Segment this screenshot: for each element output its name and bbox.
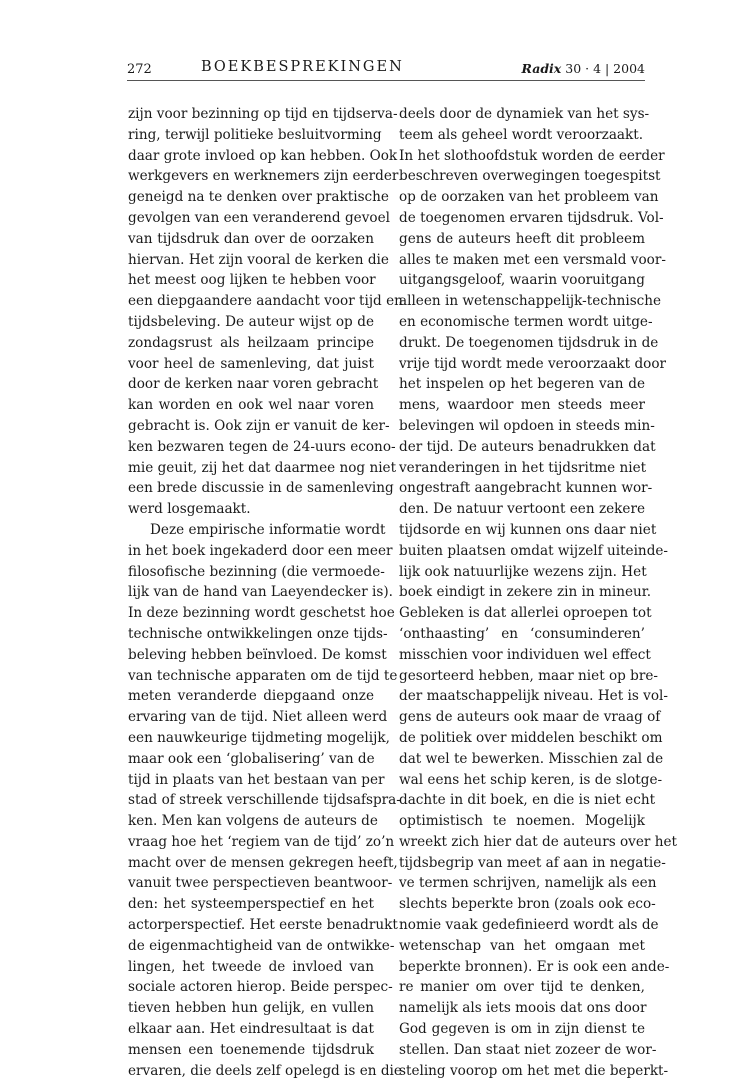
journal-issue: 30 · 4 | 2004 — [561, 61, 645, 76]
text-line: in het boek ingekaderd door een meer — [128, 542, 393, 559]
text-line: Deze empirische informatie wordt — [150, 521, 386, 538]
text-line: zijn voor bezinning op tijd en tijdserva- — [128, 106, 398, 122]
text-line: vrije tijd wordt mede veroorzaakt door — [399, 355, 667, 372]
text-line: nomie vaak gedefinieerd wordt als de — [399, 917, 659, 934]
section-title: BOEKBESPREKINGEN — [201, 59, 404, 75]
journal-name: Radix — [521, 61, 562, 76]
text-line: zondagsrust als heilzaam principe — [128, 334, 374, 351]
text-line: veranderingen in het tijdsritme niet — [399, 459, 647, 476]
text-line: tijdsbegrip van meet af aan in negatie- — [399, 854, 666, 871]
text-line: beleving hebben beïnvloed. De komst — [128, 646, 387, 663]
text-line: de politiek over middelen beschikt om — [399, 729, 663, 746]
text-line: gens de auteurs heeft dit probleem — [399, 230, 645, 247]
text-line: In het slothoofdstuk worden de eerder — [399, 147, 665, 164]
text-line: misschien voor individuen wel effect — [399, 646, 651, 663]
text-line: het meest oog lijken te hebben voor — [128, 272, 376, 289]
text-line: werkgevers en werknemers zijn eerder — [128, 168, 399, 185]
text-line: macht over de mensen gekregen heeft, — [128, 854, 398, 871]
text-line: wal eens het schip keren, is de slotge- — [399, 771, 663, 788]
text-line: meten veranderde diepgaand onze — [128, 688, 374, 705]
text-line: der tijd. De auteurs benadrukken dat — [399, 438, 656, 455]
text-line: beperkte bronnen). Er is ook een ande- — [399, 958, 670, 975]
text-line: geneigd na te denken over praktische — [128, 189, 389, 206]
text-line: een brede discussie in de samenleving — [128, 480, 394, 497]
text-line: maar ook een ‘globalisering’ van de — [128, 750, 375, 767]
text-line: den. De natuur vertoont een zekere — [399, 501, 645, 518]
text-line: van technische apparaten om de tijd te — [128, 667, 398, 684]
text-line: den: het systeemperspectief en het — [128, 896, 374, 913]
text-line: daar grote invloed op kan hebben. Ook — [128, 147, 398, 164]
text-line: God gegeven is om in zijn dienst te — [399, 1021, 645, 1038]
text-line: tijdsorde en wij kunnen ons daar niet — [399, 521, 657, 538]
text-line: uitgangsgeloof, waarin vooruitgang — [399, 272, 645, 289]
text-line: ervaring van de tijd. Niet alleen werd — [128, 709, 388, 726]
text-line: gebracht is. Ook zijn er vanuit de ker- — [128, 417, 390, 434]
right-text-column — [399, 104, 677, 1081]
text-line: alleen in wetenschappelijk-technische — [399, 293, 662, 310]
text-line: In deze bezinning wordt geschetst hoe — [128, 605, 395, 622]
text-line: optimistisch te noemen. Mogelijk — [399, 813, 645, 830]
text-line: vanuit twee perspectieven beantwoor- — [128, 875, 393, 892]
text-line: namelijk als iets moois dat ons door — [399, 1000, 647, 1017]
text-line: ring, terwijl politieke besluitvorming — [128, 126, 382, 143]
text-line: drukt. De toegenomen tijdsdruk in de — [399, 334, 659, 351]
text-line: technische ontwikkelingen onze tijds- — [128, 625, 388, 642]
text-line: gevolgen van een veranderend gevoel — [128, 209, 390, 226]
text-line: tijdsbeleving. De auteur wijst op de — [128, 313, 374, 330]
text-line: stad of streek verschillende tijdsafspra- — [128, 792, 401, 809]
text-line: buiten plaatsen omdat wijzelf uiteinde- — [399, 542, 669, 559]
text-line: dat wel te bewerken. Misschien zal de — [399, 750, 664, 767]
text-line: het inspelen op het begeren van de — [399, 376, 645, 393]
text-line: door de kerken naar voren gebracht — [128, 376, 379, 393]
text-line: mie geuit, zij het dat daarmee nog niet — [128, 459, 397, 476]
text-line: belevingen wil opdoen in steeds min- — [399, 417, 655, 434]
text-line: actorperspectief. Het eerste benadrukt — [128, 917, 398, 934]
text-line: lijk ook natuurlijke wezens zijn. Het — [399, 563, 647, 580]
text-line: steling voorop om het met die beperkt- — [399, 1062, 669, 1079]
text-line: stellen. Dan staat niet zozeer de wor- — [399, 1041, 657, 1058]
text-line: voor heel de samenleving, dat juist — [128, 355, 374, 372]
text-line: de toegenomen ervaren tijdsdruk. Vol- — [399, 209, 664, 226]
text-line: ongestraft aangebracht kunnen wor- — [399, 480, 653, 497]
text-line: van tijdsdruk dan over de oorzaken — [128, 230, 374, 247]
text-line: Gebleken is dat allerlei oproepen tot — [399, 605, 652, 622]
text-line: ervaren, die deels zelf opelegd is en die — [128, 1062, 402, 1079]
text-line: vraag hoe het ‘regiem van de tijd’ zo’n — [128, 833, 395, 850]
text-line: ‘onthaasting’ en ‘consuminderen’ — [399, 625, 645, 642]
text-line: ken bezwaren tegen de 24-uurs econo- — [128, 438, 396, 455]
text-line: alles te maken met een versmald voor- — [399, 251, 666, 268]
text-line: een diepgaandere aandacht voor tijd en — [128, 293, 403, 310]
left-text-column — [128, 104, 403, 1081]
text-line: re manier om over tijd te denken, — [399, 979, 645, 996]
text-line: hiervan. Het zijn vooral de kerken die — [128, 251, 389, 268]
running-header — [127, 58, 645, 81]
text-line: ve termen schrijven, namelijk als een — [399, 875, 657, 892]
text-line: gens de auteurs ook maar de vraag of — [399, 709, 661, 726]
text-line: lingen, het tweede de invloed van — [128, 958, 374, 975]
text-line: sociale actoren hierop. Beide perspec- — [128, 979, 393, 996]
text-line: wetenschap van het omgaan met — [399, 937, 645, 954]
text-line: een nauwkeurige tijdmeting mogelijk, — [128, 729, 390, 746]
text-line: ken. Men kan volgens de auteurs de — [128, 813, 378, 830]
text-line: wreekt zich hier dat de auteurs over het — [399, 833, 677, 850]
text-line: elkaar aan. Het eindresultaat is dat — [128, 1021, 374, 1038]
text-line: boek eindigt in zekere zin in mineur. — [399, 584, 652, 601]
text-line: teem als geheel wordt veroorzaakt. — [399, 126, 644, 143]
text-line: de eigenmachtigheid van de ontwikke- — [128, 937, 395, 954]
text-line: dachte in dit boek, en die is niet echt — [399, 792, 656, 809]
text-line: beschreven overwegingen toegespitst — [399, 168, 661, 185]
text-line: mensen een toenemende tijdsdruk — [128, 1041, 374, 1058]
text-line: lijk van de hand van Laeyendecker is). — [128, 584, 393, 601]
text-line: gesorteerd hebben, maar niet op bre- — [399, 667, 659, 684]
text-line: tijd in plaats van het bestaan van per — [128, 771, 385, 788]
journal-citation — [522, 61, 645, 76]
text-line: kan worden en ook wel naar voren — [128, 397, 374, 414]
text-line: mens, waardoor men steeds meer — [399, 397, 645, 414]
text-line: deels door de dynamiek van het sys- — [399, 106, 650, 122]
text-line: der maatschappelijk niveau. Het is vol- — [399, 688, 668, 705]
page-number: 272 — [127, 62, 152, 77]
text-line: slechts beperkte bron (zoals ook eco- — [399, 896, 656, 913]
text-line: en economische termen wordt uitge- — [399, 313, 653, 330]
text-line: werd losgemaakt. — [128, 501, 251, 518]
text-line: tieven hebben hun gelijk, en vullen — [128, 1000, 374, 1017]
text-line: filosofische bezinning (die vermoede- — [128, 563, 385, 580]
text-line: op de oorzaken van het probleem van — [399, 189, 659, 206]
